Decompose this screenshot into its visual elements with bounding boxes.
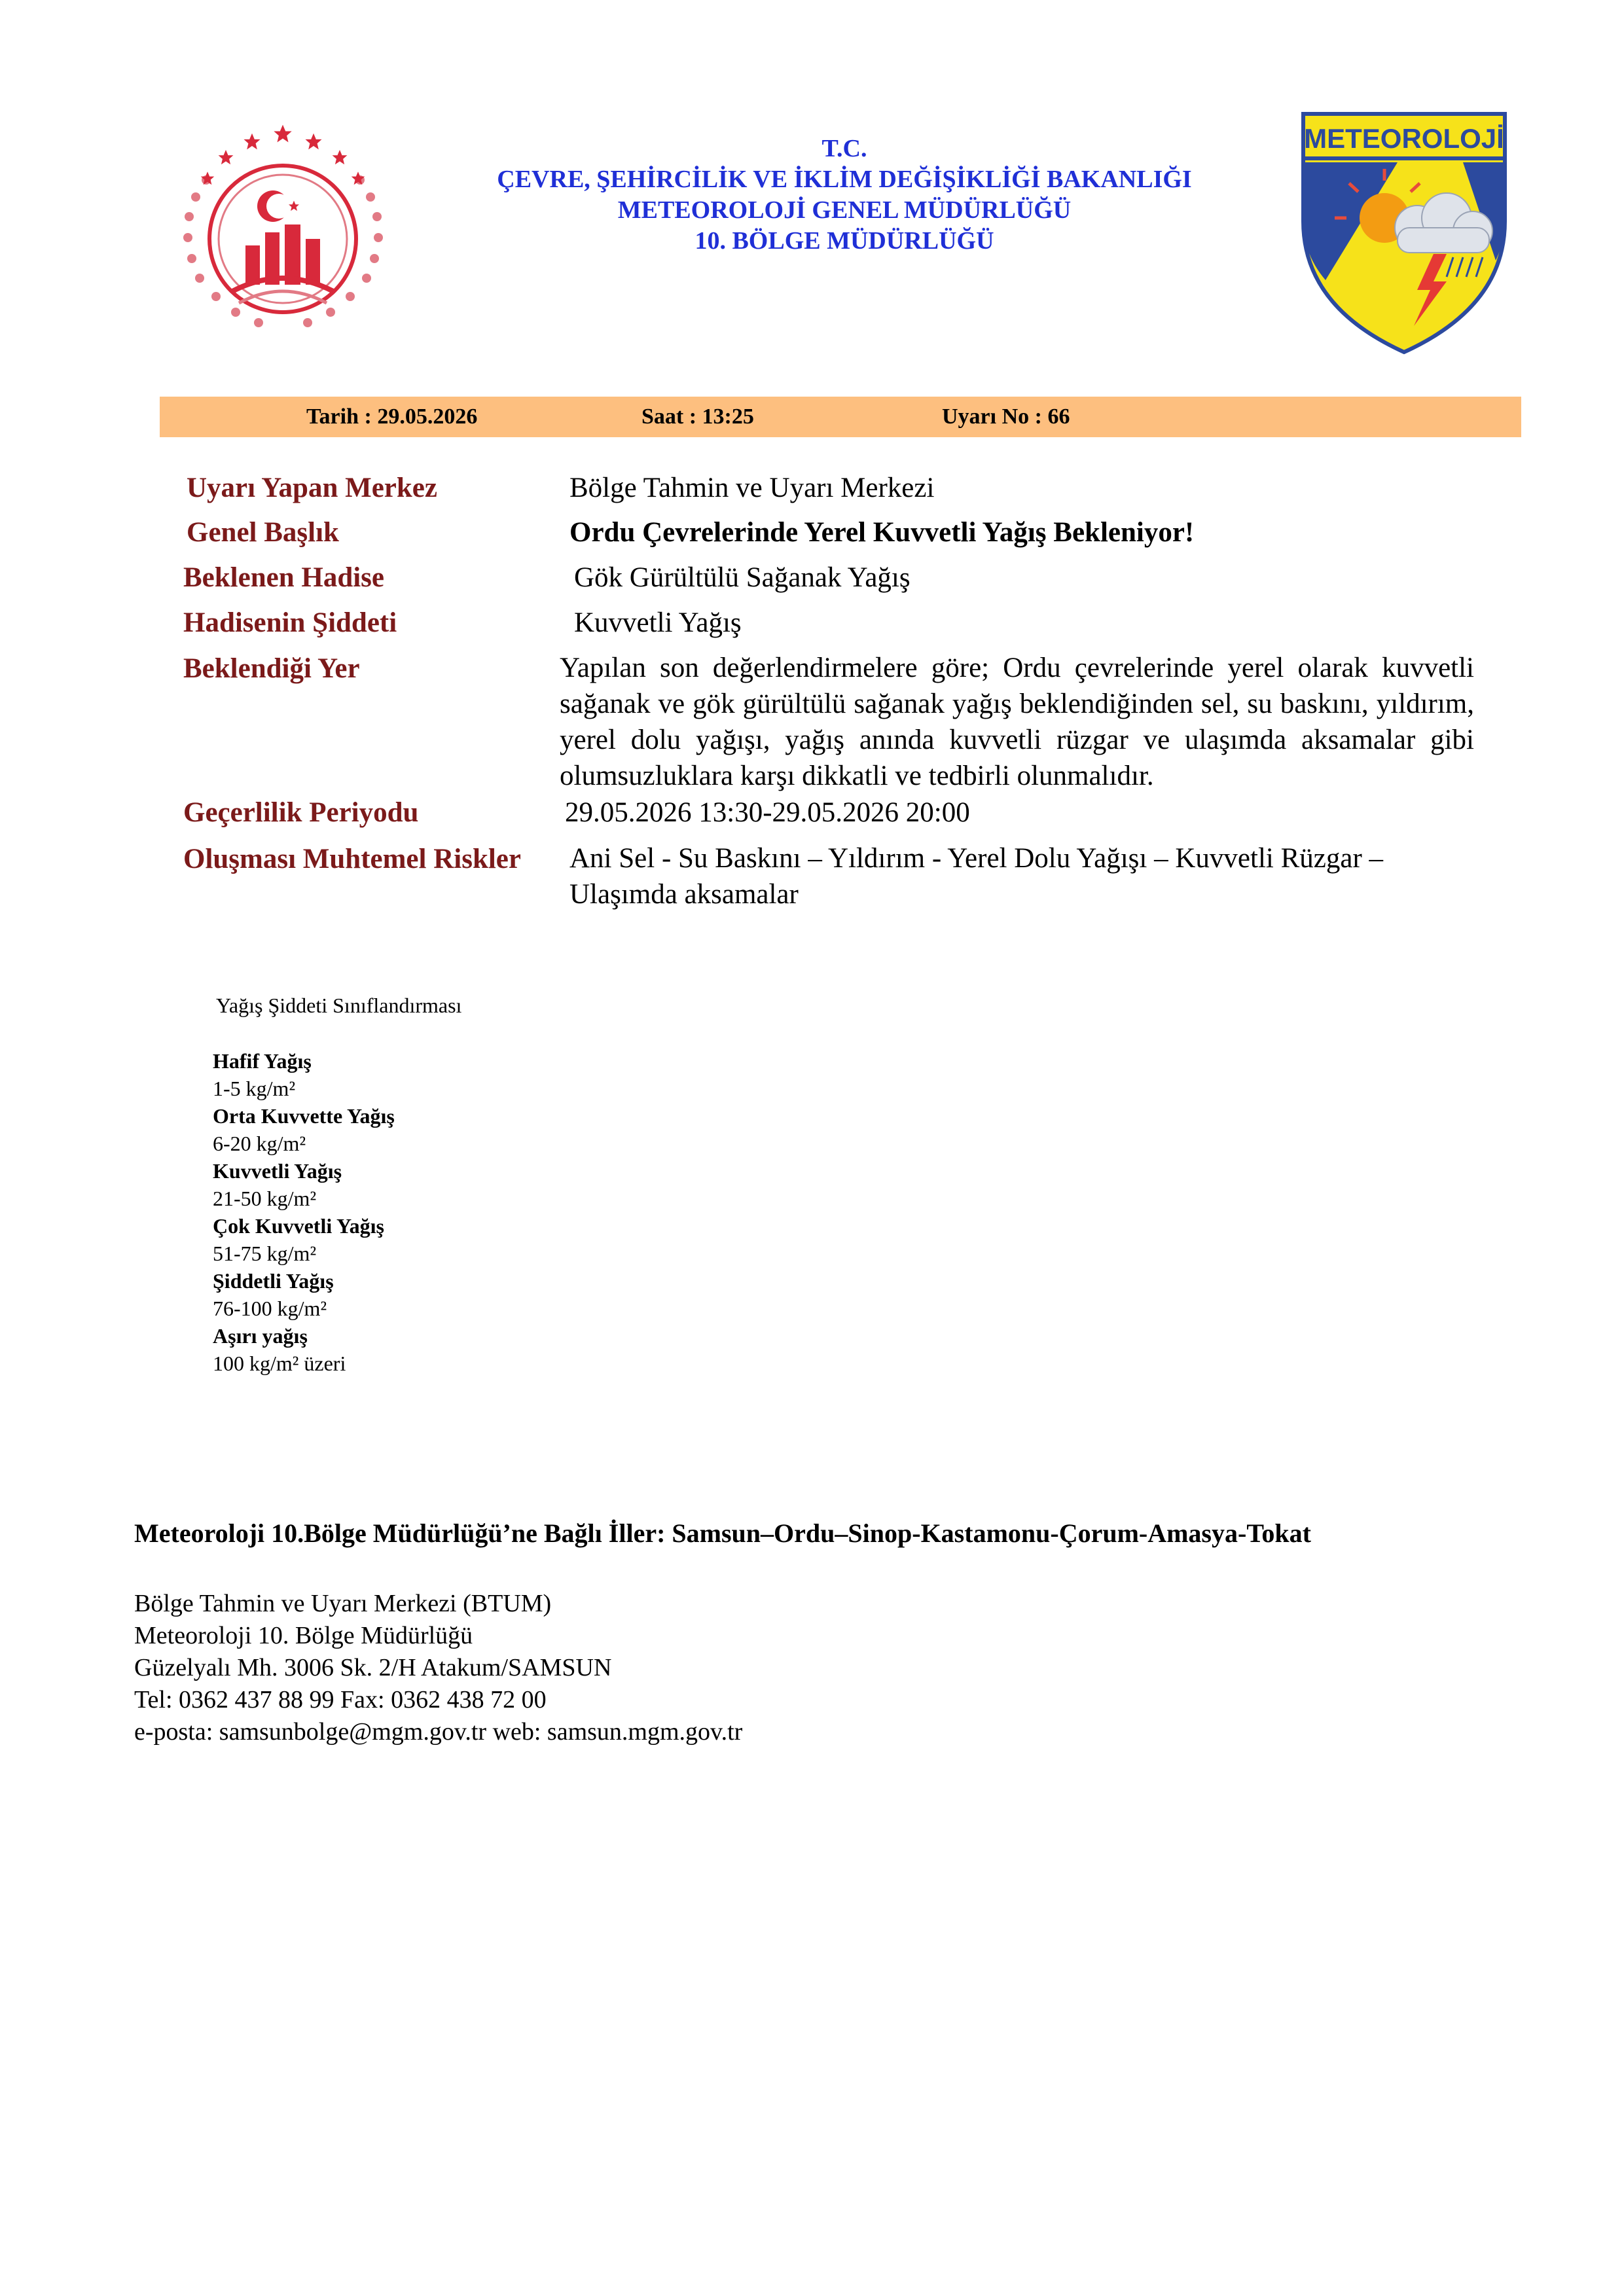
warning-time: Saat : 13:25 xyxy=(641,404,754,429)
value-validity-period: 29.05.2026 13:30-29.05.2026 20:00 xyxy=(565,797,970,828)
contact-email-web: e-posta: samsunbolge@mgm.gov.tr web: samsun.mgm.gov.tr xyxy=(134,1718,743,1746)
class-range-severe: 76-100 kg/m² xyxy=(213,1297,327,1320)
value-expected-event: Gök Gürültülü Sağanak Yağış xyxy=(574,562,911,593)
header-directorate: METEOROLOJİ GENEL MÜDÜRLÜĞÜ xyxy=(617,196,1072,224)
label-warning-center: Uyarı Yapan Merkez xyxy=(187,473,437,503)
warning-date: Tarih : 29.05.2026 xyxy=(306,404,478,429)
meteoroloji-logo xyxy=(1299,110,1509,355)
logo-text: METEOROLOJİ xyxy=(1304,123,1504,154)
value-warning-center: Bölge Tahmin ve Uyarı Merkezi xyxy=(569,473,935,503)
label-expected-place: Beklendiği Yer xyxy=(183,653,360,684)
value-possible-risks: Ani Sel - Su Baskını – Yıldırım - Yerel Dolu Yağışı – Kuvvetli Rüzgar – Ulaşımda aksamalar xyxy=(569,843,1384,910)
classification-list xyxy=(213,1047,736,1377)
value-event-severity: Kuvvetli Yağış xyxy=(574,607,742,638)
contact-address: Güzelyalı Mh. 3006 Sk. 2/H Atakum/SAMSUN xyxy=(134,1654,612,1681)
class-name-very-heavy: Çok Kuvvetli Yağış xyxy=(213,1214,384,1238)
label-possible-risks: Oluşması Muhtemel Riskler xyxy=(183,844,521,874)
class-name-light: Hafif Yağış xyxy=(213,1049,312,1073)
class-name-moderate: Orta Kuvvette Yağış xyxy=(213,1104,395,1128)
label-general-title: Genel Başlık xyxy=(187,517,339,548)
contact-block xyxy=(134,1588,742,1748)
header-regional-office: 10. BÖLGE MÜDÜRLÜĞÜ xyxy=(695,227,994,255)
contact-office: Meteoroloji 10. Bölge Müdürlüğü xyxy=(134,1622,473,1649)
label-validity-period: Geçerlilik Periyodu xyxy=(183,797,419,828)
ministry-emblem xyxy=(160,108,406,363)
contact-center: Bölge Tahmin ve Uyarı Merkezi (BTUM) xyxy=(134,1590,552,1617)
contact-phone: Tel: 0362 437 88 99 Fax: 0362 438 72 00 xyxy=(134,1686,547,1713)
label-expected-event: Beklenen Hadise xyxy=(183,562,385,593)
class-name-heavy: Kuvvetli Yağış xyxy=(213,1159,342,1183)
classification-title: Yağış Şiddeti Sınıflandırması xyxy=(216,994,462,1017)
header-ministry: ÇEVRE, ŞEHİRCİLİK VE İKLİM DEĞİŞİKLİĞİ BAKANLIĞI xyxy=(497,166,1192,193)
value-expected-place: Yapılan son değerlendirmelere göre; Ordu çevrelerinde yerel olarak kuvvetli sağanak ve gök gürültülü sağanak yağış beklendiğinden sel, su baskını, yıldırım, yerel dolu yağışı, yağış anında kuvvetli rüzgar ve ulaşımda aksamalar gibi olumsuzluklara karşı dikkatli ve tedbirli olunmalıdır. xyxy=(560,653,1474,791)
value-general-title: Ordu Çevrelerinde Yerel Kuvvetli Yağış Bekleniyor! xyxy=(569,517,1195,548)
warning-number: Uyarı No : 66 xyxy=(942,404,1070,429)
label-event-severity: Hadisenin Şiddeti xyxy=(183,607,397,638)
ministry-emblem-icon xyxy=(160,108,406,363)
class-range-extreme: 100 kg/m² üzeri xyxy=(213,1352,346,1375)
header-line-tc: T.C. xyxy=(821,135,867,162)
class-name-extreme: Aşırı yağış xyxy=(213,1324,308,1348)
class-range-heavy: 21-50 kg/m² xyxy=(213,1187,317,1210)
class-range-very-heavy: 51-75 kg/m² xyxy=(213,1242,317,1265)
meteoroloji-shield-icon xyxy=(1299,110,1509,355)
class-name-severe: Şiddetli Yağış xyxy=(213,1269,334,1293)
class-range-moderate: 6-20 kg/m² xyxy=(213,1132,306,1155)
warning-info-bar xyxy=(160,397,1521,437)
affiliated-provinces: Meteoroloji 10.Bölge Müdürlüğü’ne Bağlı İller: Samsun–Ordu–Sinop-Kastamonu-Çorum-Amasya-Tokat xyxy=(134,1518,1311,1548)
class-range-light: 1-5 kg/m² xyxy=(213,1077,296,1100)
